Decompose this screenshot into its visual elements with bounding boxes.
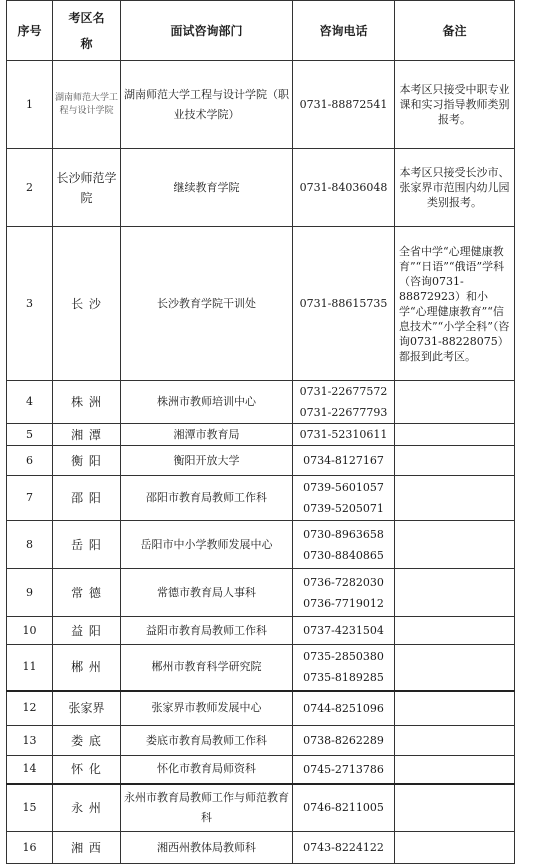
row-seq: 16 [7,832,53,864]
header-phone: 咨询电话 [293,1,395,61]
row-phone [293,446,395,476]
phone-number: 0731-88872541 [299,98,388,111]
row-seq: 13 [7,726,53,756]
table-row [7,832,515,864]
row-seq: 4 [7,381,53,424]
phone-number: 0731-88615735 [299,297,388,310]
phone-number: 0731-84036048 [299,181,388,194]
header-note: 备注 [395,1,515,61]
row-region: 衡 阳 [53,446,121,476]
row-region: 常 德 [53,569,121,617]
row-phone [293,381,395,424]
row-dept: 常德市教育局人事科 [121,569,293,617]
phone-number: 0739-5205071 [303,502,384,515]
phone-number: 0731-22677572 [299,385,388,398]
phone-number: 0744-8251096 [303,701,384,715]
table-row [7,726,515,756]
row-note [395,784,515,832]
row-region: 长沙师范学院 [53,149,121,227]
phone-number: 0735-8189285 [303,671,384,685]
row-dept: 张家界市教师发展中心 [121,691,293,726]
row-phone [293,61,395,149]
row-dept: 株洲市教师培训中心 [121,381,293,424]
row-seq: 6 [7,446,53,476]
phone-number: 0736-7719012 [303,596,384,610]
consultation-table [6,0,515,864]
row-dept: 益阳市教育局教师工作科 [121,617,293,645]
row-phone [293,645,395,691]
row-dept: 娄底市教育局教师工作科 [121,726,293,756]
row-note [395,569,515,617]
row-phone [293,726,395,756]
row-note [395,691,515,726]
row-note [395,424,515,446]
row-dept: 湖南师范大学工程与设计学院（职业技术学院） [121,61,293,149]
row-seq: 15 [7,784,53,832]
row-seq: 2 [7,149,53,227]
row-phone [293,149,395,227]
table-row [7,569,515,617]
row-note: 本考区只接受中职专业课和实习指导教师类别报考。 [395,61,515,149]
table-row [7,756,515,784]
phone-number: 0743-8224122 [303,841,384,854]
row-dept: 湘西州教体局教师科 [121,832,293,864]
row-phone [293,521,395,569]
row-note [395,756,515,784]
header-seq: 序号 [7,1,53,61]
table-row [7,381,515,424]
row-note [395,832,515,864]
row-phone [293,832,395,864]
row-region: 邵 阳 [53,476,121,521]
phone-number: 0730-8963658 [303,527,384,541]
row-region: 怀 化 [53,756,121,784]
table-row [7,691,515,726]
phone-number: 0745-2713786 [303,762,384,776]
row-seq: 1 [7,61,53,149]
row-region: 岳 阳 [53,521,121,569]
table-row [7,476,515,521]
table-row [7,784,515,832]
phone-number: 0739-5601057 [303,481,384,494]
table-row [7,446,515,476]
row-dept: 继续教育学院 [121,149,293,227]
row-note [395,476,515,521]
table-row [7,227,515,381]
row-phone [293,784,395,832]
phone-number: 0735-2850380 [303,650,384,664]
row-region: 娄 底 [53,726,121,756]
phone-number: 0734-8127167 [303,454,384,467]
row-dept: 岳阳市中小学教师发展中心 [121,521,293,569]
row-region: 湘 西 [53,832,121,864]
row-note: 全省中学“心理健康教育”“日语”“俄语”学科（咨询0731-88872923）和小学“心理健康教育”“信息技术”“小学全科”（咨询0731-88228075）都报到此考区。 [395,227,515,381]
row-region: 湖南师范大学工程与设计学院 [53,61,121,149]
row-phone [293,617,395,645]
row-region: 永 州 [53,784,121,832]
row-phone [293,227,395,381]
table-row [7,617,515,645]
header-dept: 面试咨询部门 [121,1,293,61]
row-seq: 9 [7,569,53,617]
row-region: 湘 潭 [53,424,121,446]
row-dept: 邵阳市教育局教师工作科 [121,476,293,521]
row-region: 张家界 [53,691,121,726]
row-region: 株 洲 [53,381,121,424]
row-seq: 11 [7,645,53,691]
phone-number: 0738-8262289 [303,734,384,747]
row-region: 益 阳 [53,617,121,645]
row-dept: 怀化市教育局师资科 [121,756,293,784]
header-region [53,1,121,61]
row-dept: 衡阳开放大学 [121,446,293,476]
row-note [395,446,515,476]
row-phone [293,424,395,446]
phone-number: 0731-52310611 [299,428,388,441]
row-phone [293,756,395,784]
row-note [395,617,515,645]
table-row [7,61,515,149]
row-seq: 8 [7,521,53,569]
row-dept: 湘潭市教育局 [121,424,293,446]
row-dept: 长沙教育学院干训处 [121,227,293,381]
row-phone [293,691,395,726]
phone-number: 0746-8211005 [303,801,384,815]
row-note [395,381,515,424]
table-row [7,424,515,446]
table-row [7,149,515,227]
row-seq: 12 [7,691,53,726]
row-seq: 7 [7,476,53,521]
row-note: 本考区只接受长沙市、张家界市范围内幼儿园类别报考。 [395,149,515,227]
table-row [7,645,515,691]
row-dept: 永州市教育局教师工作与师范教育科 [121,784,293,832]
header-row [7,1,515,61]
header-region-label: 考区名称 [68,10,105,51]
row-note [395,521,515,569]
row-seq: 5 [7,424,53,446]
row-seq: 14 [7,756,53,784]
row-phone [293,569,395,617]
phone-number: 0736-7282030 [303,575,384,589]
row-dept: 郴州市教育科学研究院 [121,645,293,691]
row-region: 郴 州 [53,645,121,691]
phone-number: 0737-4231504 [303,624,384,637]
row-seq: 10 [7,617,53,645]
phone-number: 0731-22677793 [299,406,388,419]
phone-number: 0730-8840865 [303,548,384,562]
row-seq: 3 [7,227,53,381]
row-region: 长 沙 [53,227,121,381]
table-row [7,521,515,569]
row-note [395,645,515,691]
row-phone [293,476,395,521]
row-note [395,726,515,756]
